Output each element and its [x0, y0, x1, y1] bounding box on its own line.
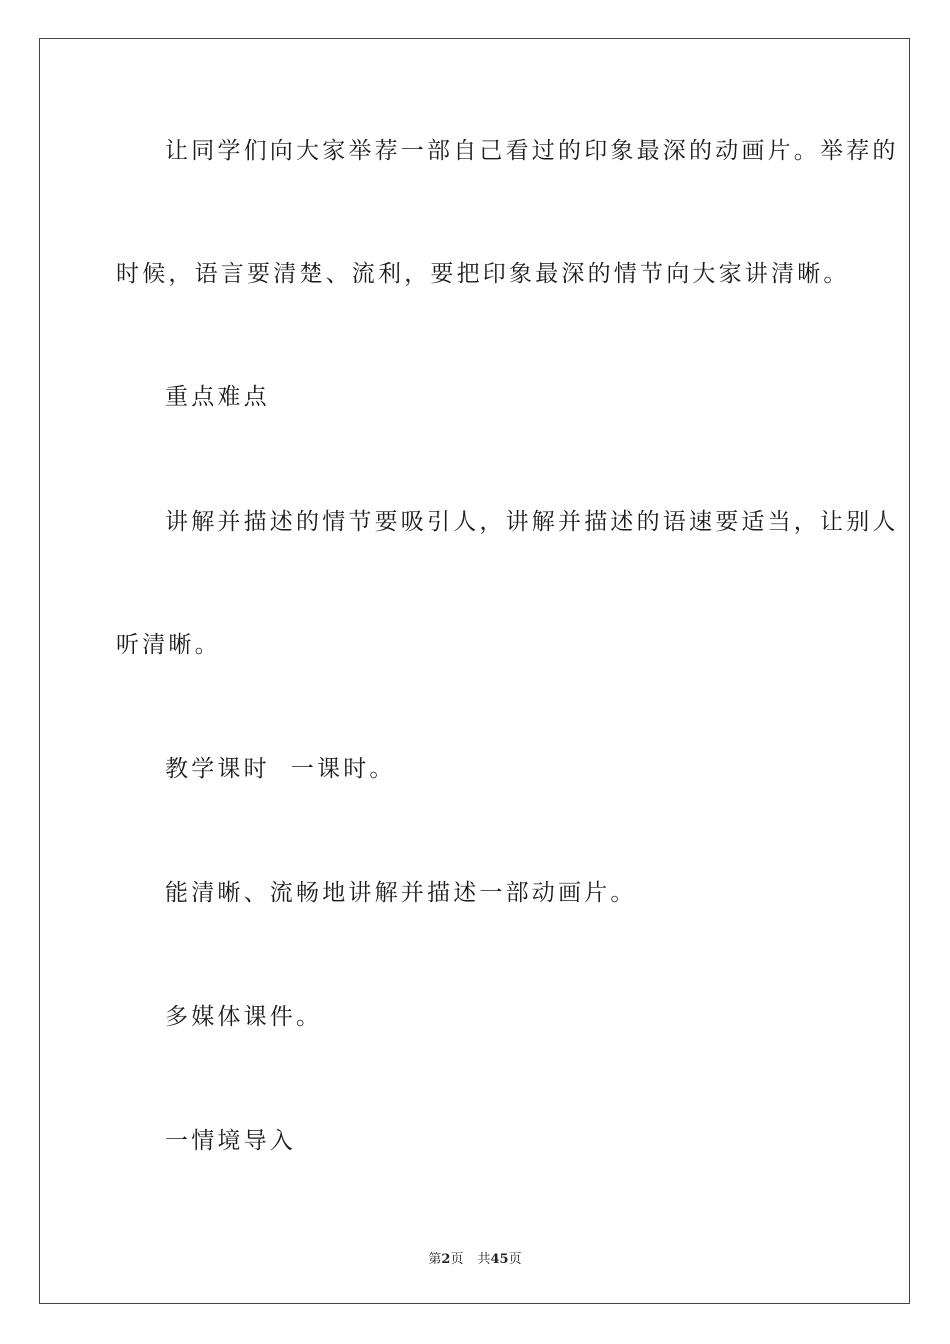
footer-total-prefix: 共: [477, 1252, 491, 1267]
section-heading: 重点难点: [165, 384, 270, 410]
total-page-count: 45: [490, 1252, 509, 1267]
teaching-hours: 教学课时 一课时。: [165, 756, 396, 782]
page-footer: [0, 1248, 950, 1267]
footer-page-unit: 页: [450, 1252, 464, 1267]
section-heading: 一情境导入: [165, 1128, 296, 1154]
teaching-materials: 多媒体课件。: [165, 1004, 323, 1030]
footer-prefix: 第: [428, 1252, 442, 1267]
current-page-number: 2: [441, 1252, 451, 1267]
paragraph-line: 讲解并描述的情节要吸引人，讲解并描述的语速要适当，让别人: [165, 509, 899, 535]
paragraph-line: 听清晰。: [116, 632, 221, 658]
footer-total-unit: 页: [508, 1252, 522, 1267]
page-frame: [39, 38, 910, 1304]
paragraph-line: 时候，语言要清楚、流利，要把印象最深的情节向大家讲清晰。: [116, 261, 850, 287]
teaching-goal: 能清晰、流畅地讲解并描述一部动画片。: [165, 880, 637, 906]
paragraph-line: 让同学们向大家举荐一部自己看过的印象最深的动画片。举荐的: [165, 138, 899, 164]
